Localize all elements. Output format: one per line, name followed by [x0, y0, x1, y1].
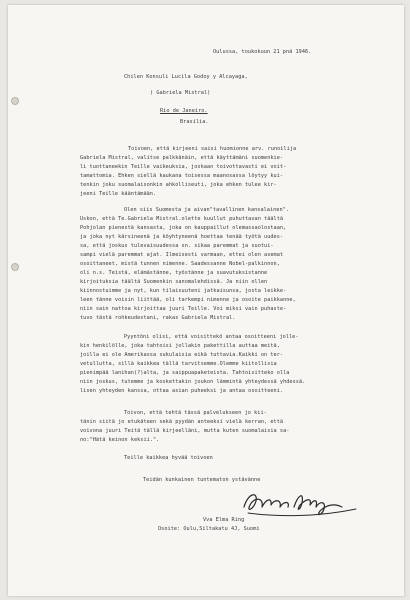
- text-line: joilla ei ole Amerikassa sukulaisia eikä tuttavia.Kaikki on ter-: [80, 352, 284, 358]
- recipient-line: Chilen Konsuli Lucila Godoy y Alcayaga,: [124, 74, 248, 80]
- text-line: pienimpää lanihan(?)alta, ja saippuapaketeista. Tahtoisitteko olla: [80, 370, 290, 376]
- closing-line: Teidän kunkainen tuntematon ystävänne: [143, 477, 261, 483]
- text-line: tänin siitä jo etukäteen sekä pyydän anteeksi vielä kerran, että: [80, 419, 284, 425]
- recipient-country: Brasilia.: [180, 119, 209, 125]
- text-line: kirjoituksia täältä Suomenkin sanomalehdissä. Ja niin ollen: [80, 279, 268, 285]
- text-line: kin henkilölle, joka tahtoisi jollakin pakettilla auttaa meitä,: [80, 343, 280, 349]
- recipient-line: ( Gabriela Mistral): [150, 90, 211, 96]
- text-line: Olen siis Suomesta ja aivan"tavallinen kansalainen".: [124, 207, 290, 213]
- text-line: Gabriela Mistral, valitse palkkänäin, että käyttämäni suomenkie-: [80, 155, 284, 161]
- handwritten-signature: [238, 483, 368, 523]
- text-line: osoittaneet, mistä tunnen nimenne. Saadessanne Nobel-palkinnon,: [80, 261, 280, 267]
- text-line: Pyyntöni olisi, että voisittekö antaa osoitteeni jolle-: [124, 334, 299, 340]
- text-line: voivona juuri Teitä tällä kirjeelläni, mutta kuten suomalaisia sa-: [80, 428, 290, 434]
- text-line: oli n.s. Teistä, elämästänne, työstänne ja suavutuksistanne: [80, 270, 268, 276]
- text-line: Pohjolan pienestä kansasta, joka on kauppaillut olemassaolostaan,: [80, 225, 287, 231]
- punch-hole: [11, 263, 19, 271]
- text-line: vetullutta, sillä kaikkea tällä tarvitsemme.Olemme kiitollisia: [80, 361, 277, 367]
- text-line: niin joskus, tutemme ja koskettakin joukon lämmintä yhteydessä yhdessä.: [80, 379, 306, 385]
- place-date: Oulussa, toukokuun 21 pnä 1946.: [213, 49, 312, 55]
- text-line: kiinnostuimme ja nyt, kun tilaisuuteni jatkaisunsa, josta leikke-: [80, 288, 287, 294]
- punch-hole: [11, 97, 19, 105]
- text-line: sa, että joskus tulevaisuudessa sn. sikaa paremmat ja suotui-: [80, 243, 274, 249]
- text-line: li tuottaneekin Teille vaikeuksia, joskaan toivottavasti ei voit-: [80, 164, 287, 170]
- text-line: tenkin joku suomalaisonkin ahkolliseuti, joka ehken tulee kir-: [80, 182, 277, 188]
- text-line: tuvo tästä rohkeudestani, rakas Gabriela Mistral.: [80, 315, 236, 321]
- closing-line: Teille kaikkea hyvää toivoen: [124, 455, 213, 461]
- text-line: lisen yhteyden kanssa, ottaa asian puheeksi ja antaa osoitteeni.: [80, 388, 284, 394]
- letter-page: [8, 5, 404, 596]
- sender-address: Osoite: Oulu,Siltakatu 4J, Suomi: [158, 526, 260, 532]
- typed-name: Vva Elma Ring: [203, 517, 245, 523]
- text-line: Toivoen, että kirjeeni saisi huomionne arv. runoilija: [128, 146, 297, 152]
- text-line: no:"Hätä keinon keksii.".: [80, 437, 160, 443]
- text-line: ja joka nyt kärsineenä ja köyhtyneenä hoettaa tenää työtä uudes-: [80, 234, 284, 240]
- text-line: niin sain nattoa kirjoittaa juuri Teille. Voi miksi vain puhaste-: [80, 306, 287, 312]
- text-line: tamattomia. Ehken siellä kaukana toisessa maanosassa löytyy kui-: [80, 173, 284, 179]
- recipient-city: Rio de Janeiro.: [160, 108, 208, 114]
- text-line: leen tänne voisin liittää, oli tarkempi nimenne ja osoite paikkanne,: [80, 297, 296, 303]
- text-line: Toivon, että tehtä tässä palvelukseen jo kii-: [124, 410, 267, 416]
- text-line: sampi vielä paremmat ajat. Ilmeisesti varmaan, ettei olen asemat: [80, 252, 284, 258]
- text-line: Uskon, että Te.Gabriela Mistral.olette kuullut puhuttavan täältä: [80, 216, 284, 222]
- text-line: jeeni Teille kääntämään.: [80, 191, 157, 197]
